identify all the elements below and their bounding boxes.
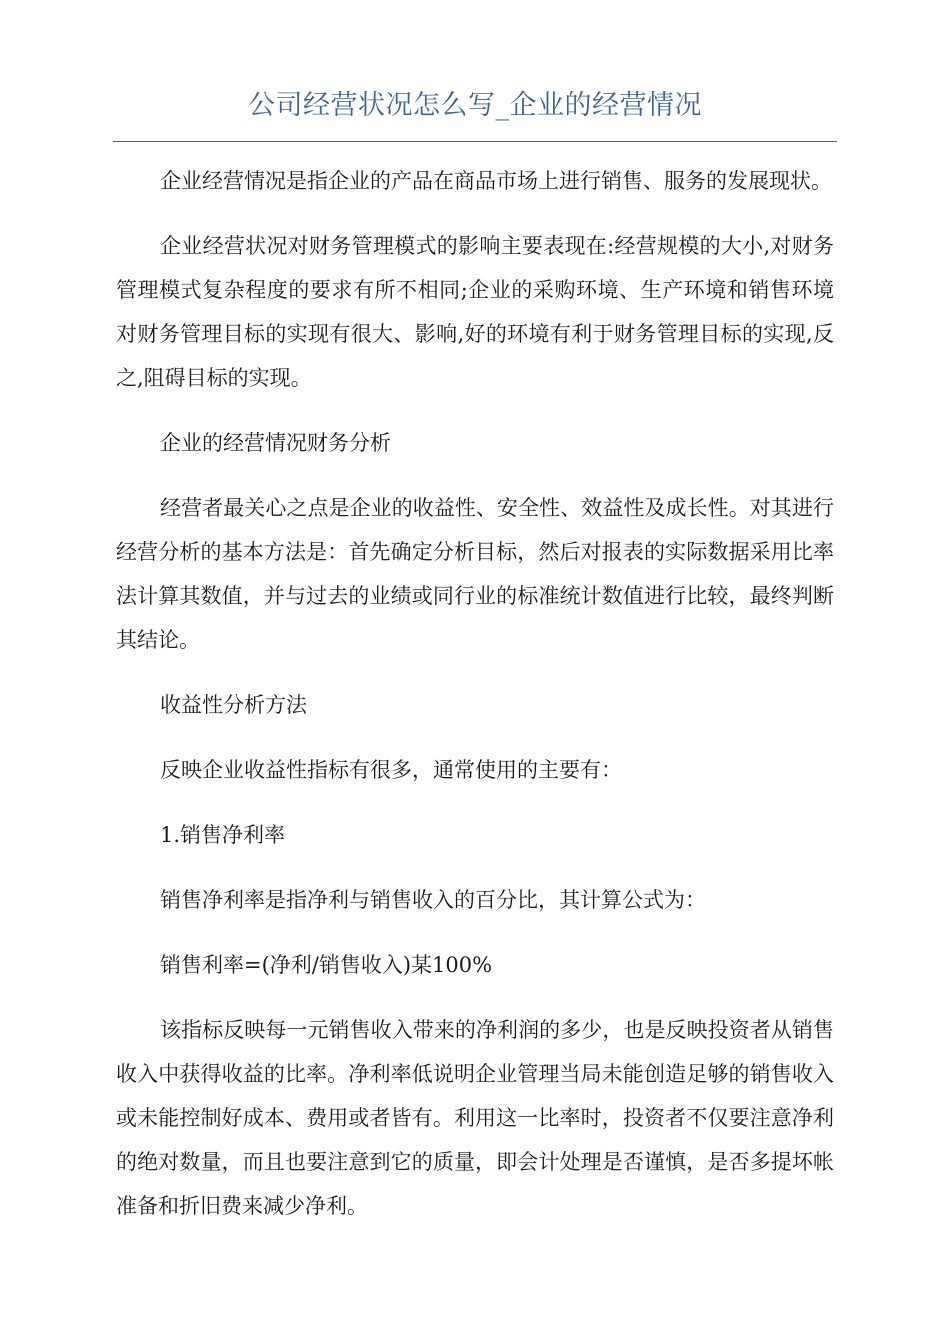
section-heading-profitability: 收益性分析方法: [160, 693, 307, 717]
title-divider: [113, 141, 837, 142]
formula-net-margin: 销售利率=(净利/销售收入)某100%: [160, 953, 493, 977]
document-body: [116, 159, 834, 1249]
paragraph-analysis-method: 经营者最关心之点是企业的收益性、安全性、效益性及成长性。对其进行经营分析的基本方法是：首先确定分析目标，然后对报表的实际数据采用比率法计算其数值，并与过去的业绩或同行业的标准统计数值进行比较，最终判断其结论。: [116, 496, 834, 652]
section-heading-financial-analysis: 企业的经营情况财务分析: [160, 431, 391, 455]
paragraph-impact: 企业经营状况对财务管理模式的影响主要表现在:经营规模的大小,对财务管理模式复杂程度的要求有所不相同;企业的采购环境、生产环境和销售环境对财务管理目标的实现有很大、影响,好的环境有利于财务管理目标的实现,反之,阻碍目标的实现。: [116, 234, 834, 390]
paragraph-intro: 企业经营情况是指企业的产品在商品市场上进行销售、服务的发展现状。: [160, 169, 832, 193]
paragraph-net-margin-explanation: 该指标反映每一元销售收入带来的净利润的多少，也是反映投资者从销售收入中获得收益的比率。净利率低说明企业管理当局未能创造足够的销售收入或未能控制好成本、费用或者皆有。利用这一比率时，投资者不仅要注意净利的绝对数量，而且也要注意到它的质量，即会计处理是否谨慎，是否多提坏帐准备和折旧费来减少净利。: [116, 1018, 834, 1218]
document-title: 公司经营状况怎么写_企业的经营情况: [248, 90, 702, 121]
list-item-net-margin: 1.销售净利率: [160, 823, 286, 847]
paragraph-net-margin-definition: 销售净利率是指净利与销售收入的百分比，其计算公式为：: [160, 888, 706, 912]
paragraph-indicators: 反映企业收益性指标有很多，通常使用的主要有：: [160, 758, 622, 782]
